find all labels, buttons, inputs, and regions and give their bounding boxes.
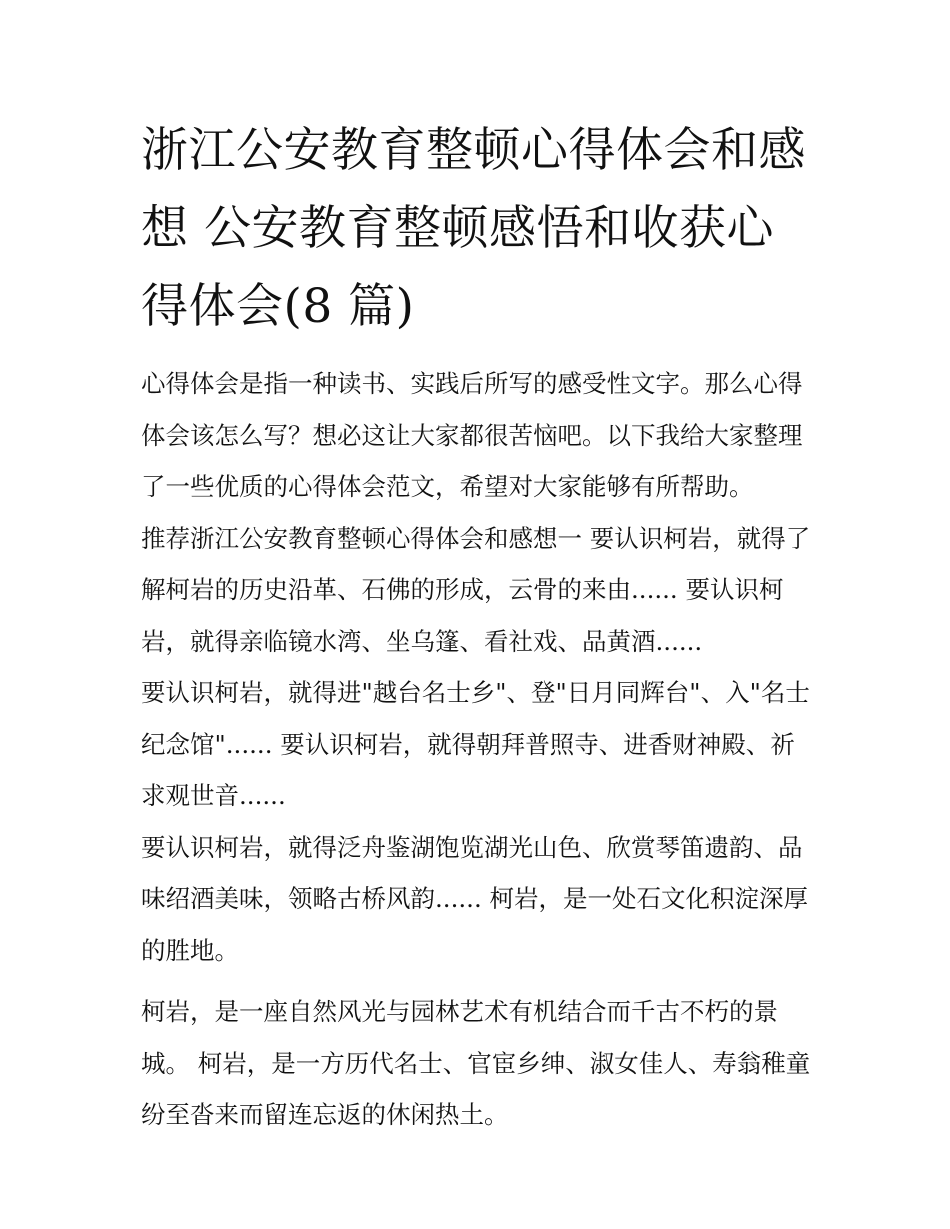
document-page — [141, 112, 813, 1141]
body-paragraph: 柯岩，是一座自然风光与园林艺术有机结合而千古不朽的景城。 柯岩，是一方历代名士、官宦乡绅、淑女佳人、寿翁稚童纷至沓来而留连忘返的休闲热土。 — [141, 997, 811, 1129]
body-paragraph: 要认识柯岩，就得泛舟鉴湖饱览湖光山色、欣赏琴笛遗韵、品味绍酒美味，领略古桥风韵...... 柯岩，是一处石文化积淀深厚的胜地。 — [141, 832, 809, 965]
intro-paragraph: 心得体会是指一种读书、实践后所写的感受性文字。那么心得体会该怎么写？想必这让大家都很苦恼吧。以下我给大家整理了一些优质的心得体会范文，希望对大家能够有所帮助。 — [141, 369, 803, 501]
body-paragraph: 推荐浙江公安教育整顿心得体会和感想一 要认识柯岩，就得了解柯岩的历史沿革、石佛的形成，云骨的来由...... 要认识柯岩，就得亲临镜水湾、坐乌篷、看社戏、品黄酒...... — [141, 523, 811, 656]
body-paragraph: 要认识柯岩，就得进"越台名士乡"、登"日月同辉台"、入"名士纪念馆"...... 要认识柯岩，就得朝拜普照寺、进香财神殿、祈求观世音...... — [141, 678, 810, 810]
document-title: 浙江公安教育整顿心得体会和感想 公安教育整顿感悟和收获心得体会(8 篇) — [141, 123, 806, 334]
